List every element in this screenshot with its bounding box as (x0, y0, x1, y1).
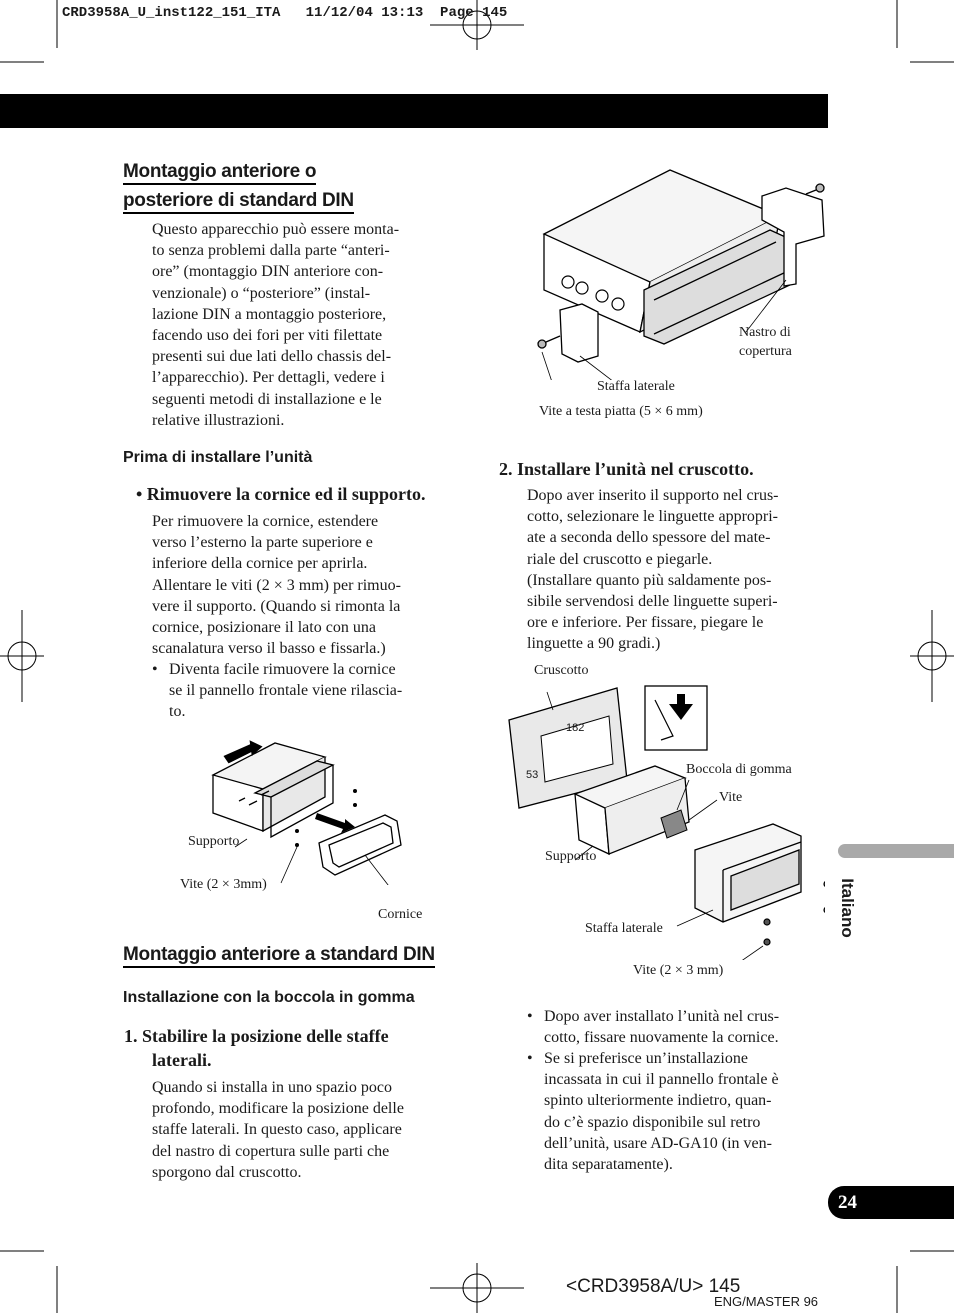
body-line: sibile servendosi delle linguette superi- (527, 593, 778, 611)
body-line: (Installare quanto più saldamente pos- (527, 571, 772, 589)
footer-master: ENG/MASTER 96 (714, 1294, 819, 1309)
section-title-front-din (123, 940, 435, 969)
step1-title-line1: 1. Stabilire la posizione delle staffe (124, 1026, 389, 1046)
figure-install-dashboard (505, 670, 825, 960)
note-line: do c’è spazio disponibile sul retro (544, 1113, 761, 1131)
section2-title-text: Montaggio anteriore a standard DIN (123, 944, 435, 968)
bullet-remove-frame: • Rimuovere la cornice ed il supporto. (136, 484, 426, 504)
dim-53: 53 (526, 769, 539, 781)
note-line: cotto, fissare nuovamente la cornice. (544, 1029, 779, 1047)
body-line: cornice, posizionare il lato con una (152, 619, 376, 637)
note-line: Dopo aver installato l’unità nel crus- (544, 1008, 780, 1025)
body-line: to senza problemi dalla parte “anteri- (152, 242, 390, 260)
note-line: to. (169, 703, 186, 721)
body-line: Per rimuovere la cornice, estendere (152, 513, 379, 530)
body-line: ore” (montaggio DIN anteriore con- (152, 263, 384, 281)
body-line: ore e inferiore. Per fissare, piegare le (527, 614, 764, 632)
title-line-2: posteriore di standard DIN (123, 190, 354, 214)
body-line: cotto, selezionare le linguette appropri- (527, 508, 779, 526)
language-tab-bar (838, 844, 954, 858)
body-line: staffe laterali. In questo caso, applicare (152, 1121, 402, 1139)
section1-body (152, 219, 452, 431)
label-staffa-1: Staffa laterale (597, 379, 675, 394)
page-number: 24 (828, 1186, 954, 1219)
body-line: profondo, modificare la posizione delle (152, 1100, 404, 1118)
label-supporto-1: Supporto (188, 834, 240, 849)
note-line: Diventa facile rimuovere la cornice (169, 661, 396, 678)
final-note-1 (544, 1006, 824, 1048)
body-line: verso l’esterno la parte superiore e (152, 534, 373, 552)
step1-title-line2: laterali. (152, 1050, 212, 1070)
body-line: seguenti metodi di installazione e le (152, 390, 382, 408)
note-line: incassata in cui il pannello frontale è (544, 1071, 779, 1089)
label-supporto-2: Supporto (545, 849, 597, 864)
body-line: scanalatura verso il basso e fissarla.) (152, 640, 386, 658)
final-note-2 (544, 1048, 824, 1175)
label-vite-1: Vite (2 × 3mm) (180, 877, 267, 892)
subtitle-rubber-bushing: Installazione con la boccola in gomma (123, 989, 415, 1006)
final-bullet-2: • (527, 1050, 533, 1067)
step2-title: 2. Installare l’unità nel cruscotto. (499, 459, 754, 479)
body-line: del nastro di copertura sulle parti che (152, 1142, 390, 1160)
note-line: dell’unità, usare AD-GA10 (in ven- (544, 1134, 772, 1152)
subtitle-before-install: Prima di installare l’unità (123, 449, 313, 466)
body-line: linguette a 90 gradi.) (527, 635, 661, 653)
print-slug: CRD3958A_U_inst122_151_ITA 11/12/04 13:13 Page 145 (62, 5, 508, 21)
step2-body (527, 485, 827, 655)
remove-frame-body (152, 511, 452, 659)
body-line: facendo uso dei fori per viti filettate (152, 327, 383, 345)
body-line: lazione DIN a montaggio posteriore, (152, 305, 387, 323)
header-bar (0, 94, 828, 128)
body-line: relative illustrazioni. (152, 411, 285, 429)
step1-body (152, 1077, 452, 1183)
note-line: Se si preferisce un’installazione (544, 1050, 748, 1067)
note-bullet: • (152, 661, 158, 678)
footer-doc-code: <CRD3958A/U> 145 (566, 1276, 741, 1297)
note-body (169, 659, 449, 723)
dim-182: 182 (566, 722, 585, 734)
label-vite-small: Vite (2 × 3 mm) (633, 963, 724, 978)
label-vite-2: Vite (719, 790, 743, 805)
label-cruscotto: Cruscotto (534, 663, 589, 678)
label-cornice: Cornice (378, 907, 423, 922)
figure-remove-frame (205, 735, 445, 885)
note-line: dita separatamente). (544, 1156, 673, 1174)
section-title-din (123, 157, 354, 215)
note-line: spinto ulteriormente indietro, quan- (544, 1092, 772, 1110)
label-boccola: Boccola di gomma (686, 762, 792, 777)
note-line: se il pannello frontale viene rilascia- (169, 682, 403, 700)
body-line: Quando si installa in uno spazio poco (152, 1079, 392, 1096)
body-line: venzionale) o “posteriore” (instal- (152, 284, 371, 302)
body-line: Allentare le viti (2 × 3 mm) per rimuo- (152, 576, 401, 594)
body-line: l’apparecchio). Per dettagli, vedere i (152, 369, 385, 387)
title-line-1: Montaggio anteriore o (123, 161, 316, 185)
label-vite-piatta: Vite a testa piatta (5 × 6 mm) (539, 404, 703, 419)
body-line: Dopo aver inserito il supporto nel crus- (527, 487, 779, 504)
label-nastro: Nastro di copertura (739, 325, 792, 359)
label-staffa-2: Staffa laterale (585, 921, 663, 936)
final-bullet-1: • (527, 1008, 533, 1025)
body-line: inferiore della cornice per aprirla. (152, 555, 368, 573)
body-line: ate a seconda dello spessore del mate- (527, 529, 771, 547)
body-line: Questo apparecchio può essere monta- (152, 221, 400, 238)
body-line: sporgono dal cruscotto. (152, 1163, 302, 1181)
body-line: presenti sui due lati dello chassis del- (152, 348, 392, 366)
body-line: vere il supporto. (Quando si rimonta la (152, 597, 401, 615)
body-line: riale del cruscotto e piegarle. (527, 550, 713, 568)
language-tab-label: Italiano (837, 878, 857, 938)
